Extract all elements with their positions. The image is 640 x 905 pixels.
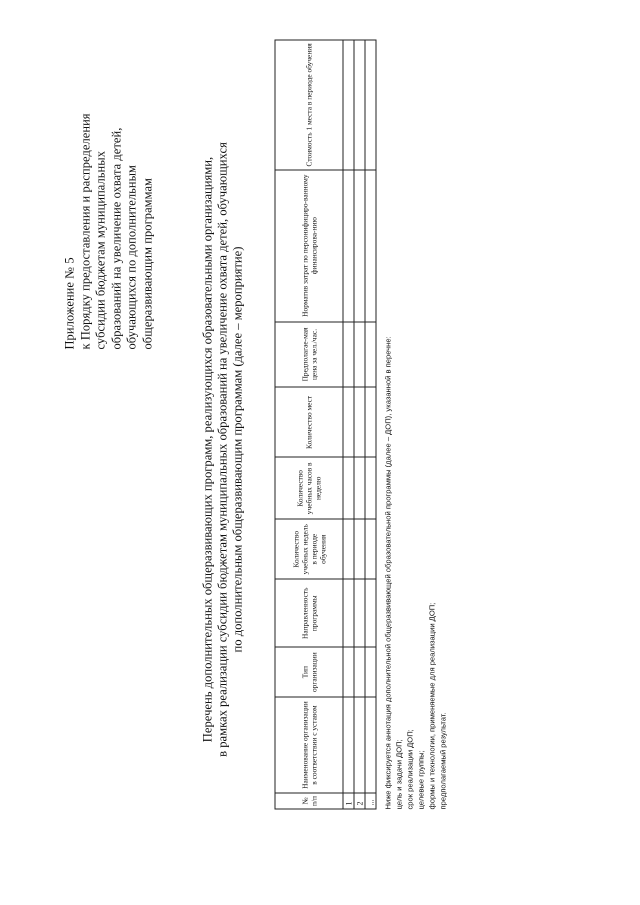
table-cell — [365, 457, 376, 519]
notes-line: предполагаемый результат. — [438, 712, 448, 810]
header-cell-price: Предполагае-мая цена за чел./час. — [275, 322, 343, 388]
table-cell — [354, 387, 365, 457]
rotated-content — [1, 0, 640, 905]
table-cell — [354, 647, 365, 697]
table-cell — [343, 647, 354, 697]
table-cell — [354, 322, 365, 388]
table-header-row — [275, 40, 343, 809]
table-cell — [365, 322, 376, 388]
appendix-line: Приложение № 5 — [62, 257, 77, 350]
table-cell — [365, 519, 376, 579]
appendix-line: субсидии бюджетам муниципальных — [93, 151, 108, 350]
table-cell — [354, 519, 365, 579]
table-cell — [365, 647, 376, 697]
table-cell — [365, 40, 376, 170]
table-cell — [343, 40, 354, 170]
table-cell — [365, 579, 376, 647]
table-cell — [343, 387, 354, 457]
notes-line: цель и задачи ДОП; — [394, 739, 404, 810]
annotation-notes — [383, 90, 449, 810]
table-row — [343, 40, 354, 809]
header-cell-weeks: Количество учебных недель в периоде обучения — [275, 519, 343, 579]
notes-line: срок реализации ДОП; — [405, 729, 415, 810]
header-cell-hours: Количество учебных часов в неделю — [275, 457, 343, 519]
appendix-line: общеразвивающим программам — [140, 177, 155, 350]
table-cell — [343, 170, 354, 322]
header-cell-number: № п/п — [275, 793, 343, 809]
header-cell-org-type: Тип организации — [275, 647, 343, 697]
table-cell — [343, 519, 354, 579]
table-cell — [354, 579, 365, 647]
notes-line: целевые группы; — [416, 750, 426, 810]
appendix-line: обучающихся по дополнительным — [124, 165, 139, 350]
header-cell-cost-norm: Норматив затрат по персонифициро-ванному финансирова-нию — [275, 170, 343, 322]
table-cell — [354, 170, 365, 322]
table-cell: 2 — [354, 793, 365, 809]
notes-line: Ниже фиксируется аннотация дополнительной общеразвивающей образовательной программы (далее – ДОП), указанной в перечне: — [383, 336, 393, 810]
table-cell — [365, 387, 376, 457]
header-cell-program-focus: Направленность программы — [275, 579, 343, 647]
programs-table — [275, 40, 377, 810]
table-cell — [365, 170, 376, 322]
table-row — [365, 40, 376, 809]
header-cell-org-name: Наименование организации в соответствии с уставом — [275, 697, 343, 793]
title-line: в рамках реализации субсидии бюджетам муниципальных образований на увеличение охвата детей, обучающихся — [215, 142, 230, 757]
appendix-line: к Порядку предоставления и распределения — [78, 113, 93, 350]
table-cell: ... — [365, 793, 376, 809]
table-cell — [343, 457, 354, 519]
title-line: по дополнительным общеразвивающим программам (далее – мероприятие) — [230, 246, 245, 653]
table-cell — [343, 322, 354, 388]
table-cell — [343, 697, 354, 793]
title-line: Перечень дополнительных общеразвивающих программ, реализующихся образовательными организациями, — [200, 156, 215, 743]
appendix-line: образований на увеличение охвата детей, — [109, 127, 124, 350]
notes-line: формы и технологии, применяемые для реализации ДОП; — [427, 602, 437, 810]
table-cell — [354, 697, 365, 793]
table-cell — [365, 697, 376, 793]
table-cell — [354, 457, 365, 519]
appendix-header — [63, 50, 157, 350]
table-cell — [354, 40, 365, 170]
table-cell — [343, 579, 354, 647]
header-cell-place-cost: Стоимость 1 места в периоде обучения — [275, 40, 343, 170]
document-title — [201, 90, 247, 810]
table-row — [354, 40, 365, 809]
table-cell: 1 — [343, 793, 354, 809]
header-cell-places: Количество мест — [275, 387, 343, 457]
